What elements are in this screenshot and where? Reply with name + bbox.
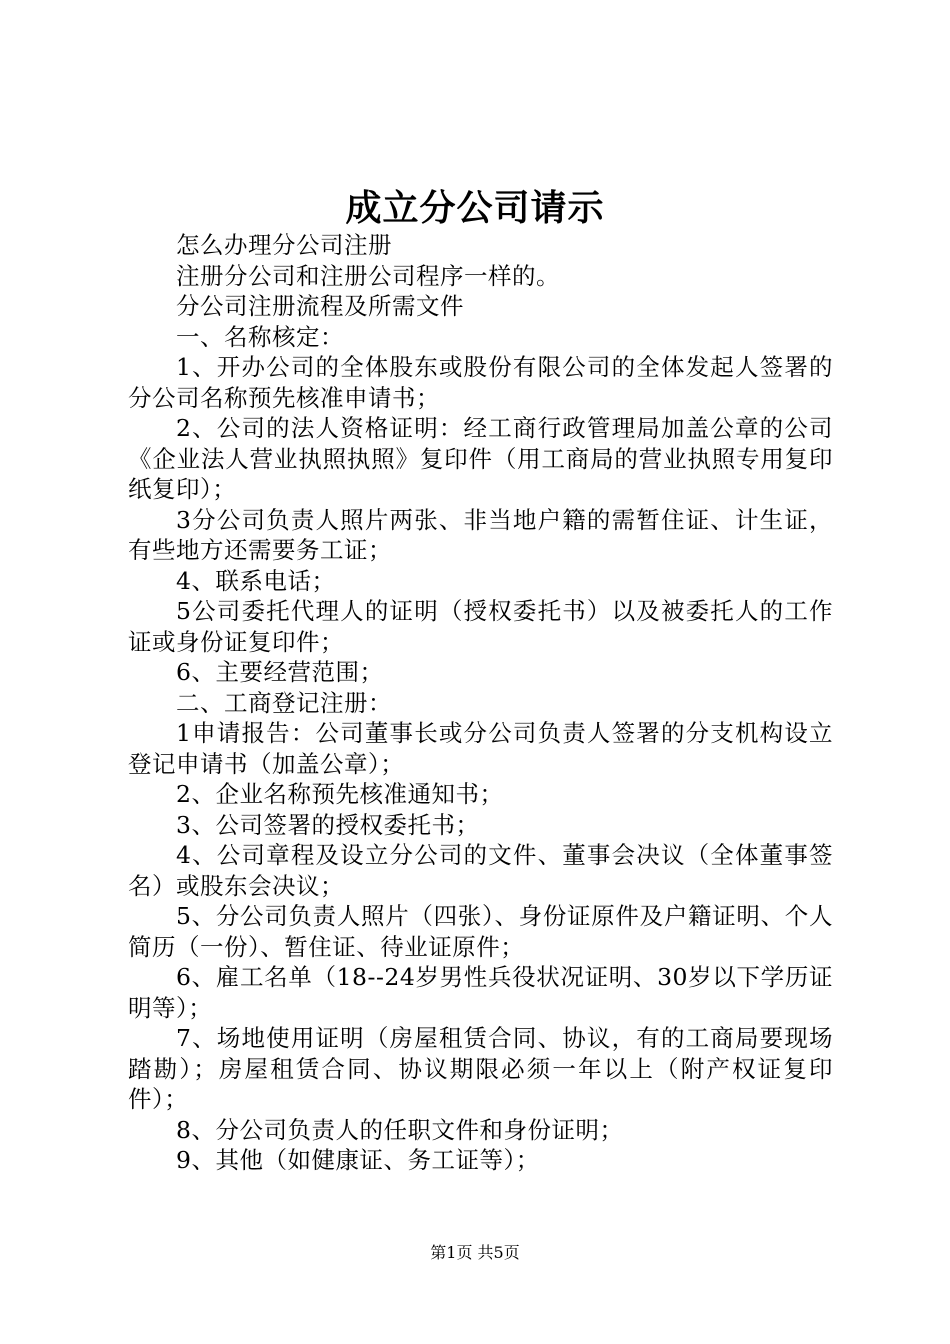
list-item: 4、公司章程及设立分公司的文件、董事会决议（全体董事签名）或股东会决议； [128,841,833,900]
page-footer: 第1页 共5页 [430,1243,520,1262]
list-item: 1申请报告：公司董事长或分公司负责人签署的分支机构设立登记申请书（加盖公章）； [128,719,833,778]
section-heading: 二、工商登记注册： [176,688,392,717]
document-body [128,230,833,1176]
list-item: 1、开办公司的全体股东或股份有限公司的全体发起人签署的分公司名称预先核准申请书； [128,353,833,412]
list-item: 3、公司签署的授权委托书； [176,810,480,839]
paragraph: 分公司注册流程及所需文件 [176,292,464,320]
list-item: 5公司委托代理人的证明（授权委托书）以及被委托人的工作证或身份证复印件； [128,597,833,656]
list-item: 2、企业名称预先核准通知书； [176,780,504,808]
list-item: 5、分公司负责人照片（四张）、身份证原件及户籍证明、个人简历（一份）、暂住证、待业证原件； [128,902,833,961]
list-item: 6、雇工名单（18--24岁男性兵役状况证明、30岁以下学历证明等）； [128,963,833,1022]
list-item: 2、公司的法人资格证明：经工商行政管理局加盖公章的公司《企业法人营业执照执照》复印件（用工商局的营业执照专用复印纸复印）； [128,414,833,503]
paragraph: 怎么办理分公司注册 [176,231,392,259]
document-title: 成立分公司请示 [345,187,605,229]
list-item: 8、分公司负责人的任职文件和身份证明； [176,1115,624,1144]
list-item: 6、主要经营范围； [176,658,384,686]
list-item: 9、其他（如健康证、务工证等）； [176,1146,540,1174]
section-heading: 一、名称核定： [176,322,344,351]
list-item: 4、联系电话； [176,566,336,595]
list-item: 7、场地使用证明（房屋租赁合同、协议，有的工商局要现场踏勘）；房屋租赁合同、协议期限必须一年以上（附产权证复印件）； [128,1024,833,1113]
paragraph: 注册分公司和注册公司程序一样的。 [176,261,560,290]
list-item: 3分公司负责人照片两张、非当地户籍的需暂住证、计生证，有些地方还需要务工证； [128,505,833,564]
